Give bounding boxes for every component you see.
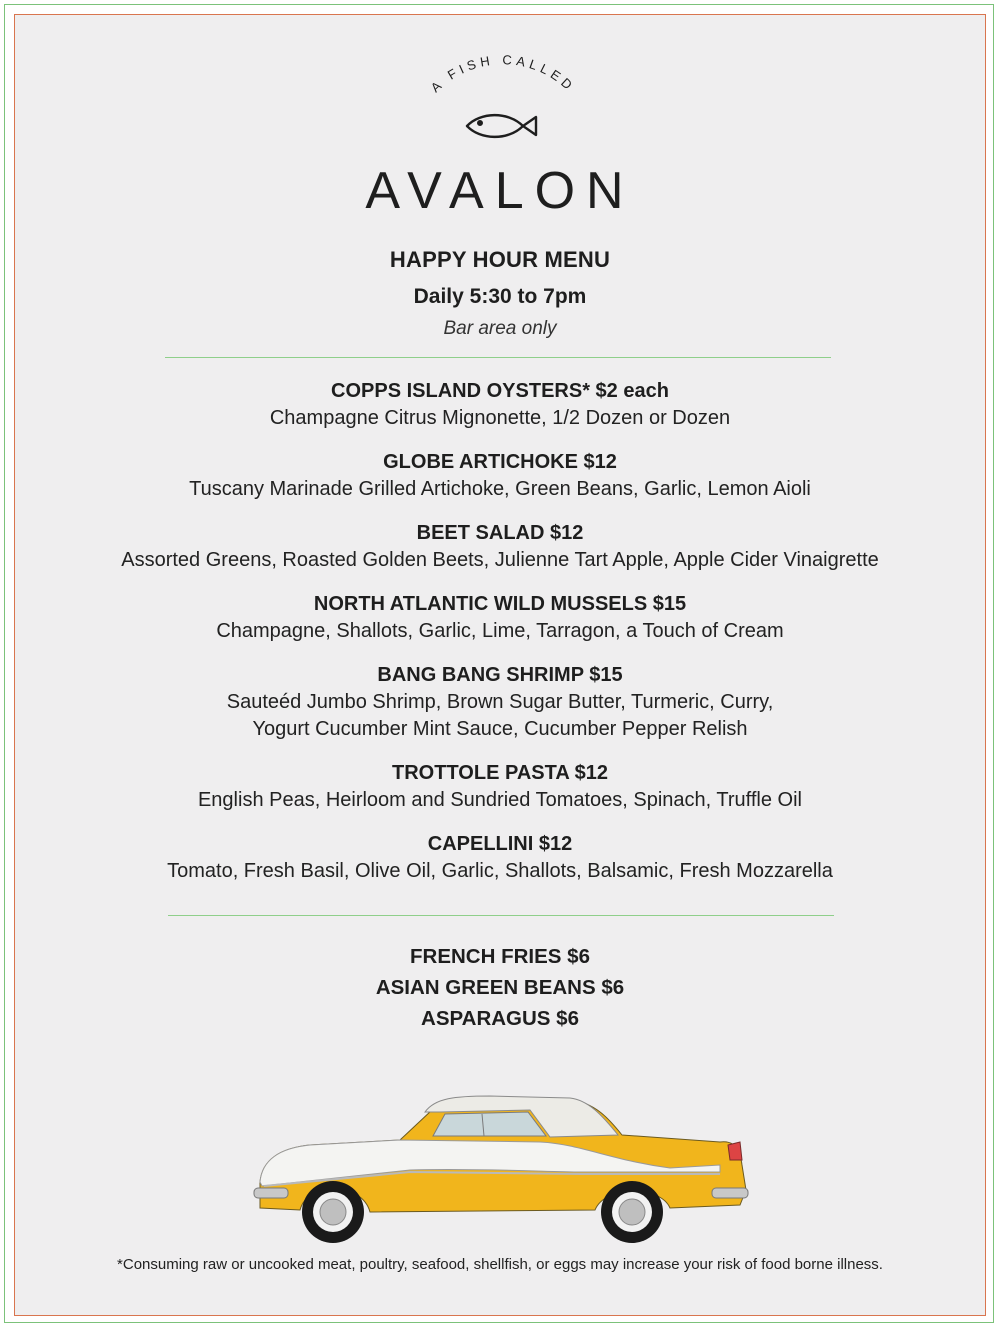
item-description: Tomato, Fresh Basil, Olive Oil, Garlic, Shallots, Balsamic, Fresh Mozzarella: [167, 860, 833, 882]
item-description: Yogurt Cucumber Mint Sauce, Cucumber Pepper Relish: [252, 718, 748, 740]
item-name: CAPELLINI $12: [427, 833, 573, 855]
car-front-wheel: [302, 1181, 364, 1243]
divider-bottom: [168, 915, 834, 916]
sides-list: [0, 941, 1000, 1034]
side-item: ASPARAGUS $6: [421, 1007, 579, 1030]
car-front-bumper: [254, 1188, 288, 1198]
happy-hour-times: Daily 5:30 to 7pm: [413, 285, 587, 308]
item-description: Assorted Greens, Roasted Golden Beets, Julienne Tart Apple, Apple Cider Vinaigrette: [121, 549, 879, 571]
fish-icon: [467, 115, 536, 137]
item-name: BANG BANG SHRIMP $15: [377, 664, 623, 686]
menu-item: [0, 831, 1000, 885]
side-item: ASIAN GREEN BEANS $6: [375, 976, 625, 999]
logo-arc-text: A FISH CALLED: [427, 51, 579, 96]
item-name: GLOBE ARTICHOKE $12: [383, 451, 617, 473]
car-rear-bumper: [712, 1188, 748, 1198]
location-note: Bar area only: [443, 318, 557, 339]
logo-wordmark: AVALON: [365, 162, 635, 220]
car-rear-wheel: [601, 1181, 663, 1243]
divider-top: [165, 357, 831, 358]
item-description: Champagne Citrus Mignonette, 1/2 Dozen or Dozen: [269, 407, 731, 429]
menu-title: HAPPY HOUR MENU: [389, 247, 611, 272]
menu-item: [0, 378, 1000, 432]
item-description: Sauteéd Jumbo Shrimp, Brown Sugar Butter, Turmeric, Curry,: [226, 691, 774, 713]
item-description: Champagne, Shallots, Garlic, Lime, Tarragon, a Touch of Cream: [216, 620, 784, 642]
item-name: NORTH ATLANTIC WILD MUSSELS $15: [313, 593, 687, 615]
item-name: COPPS ISLAND OYSTERS* $2 each: [331, 380, 669, 402]
menu-item: [0, 449, 1000, 503]
menu-item: [0, 520, 1000, 574]
item-description: Tuscany Marinade Grilled Artichoke, Green Beans, Garlic, Lemon Aioli: [189, 478, 811, 500]
menu-item: [0, 662, 1000, 743]
menu-item: [0, 591, 1000, 645]
menu-items: [0, 378, 1000, 902]
item-name: BEET SALAD $12: [416, 522, 584, 544]
car-tail-light: [728, 1142, 742, 1160]
menu-item: [0, 760, 1000, 814]
vintage-car-illustration: [250, 1090, 755, 1250]
restaurant-logo: [0, 0, 1000, 230]
side-item: FRENCH FRIES $6: [410, 945, 590, 968]
item-description: English Peas, Heirloom and Sundried Tomatoes, Spinach, Truffle Oil: [197, 789, 803, 811]
item-name: TROTTOLE PASTA $12: [392, 762, 608, 784]
food-safety-disclaimer: *Consuming raw or uncooked meat, poultry, seafood, shellfish, or eggs may increase your risk of food borne illness.: [117, 1256, 883, 1273]
car-window: [433, 1112, 546, 1136]
